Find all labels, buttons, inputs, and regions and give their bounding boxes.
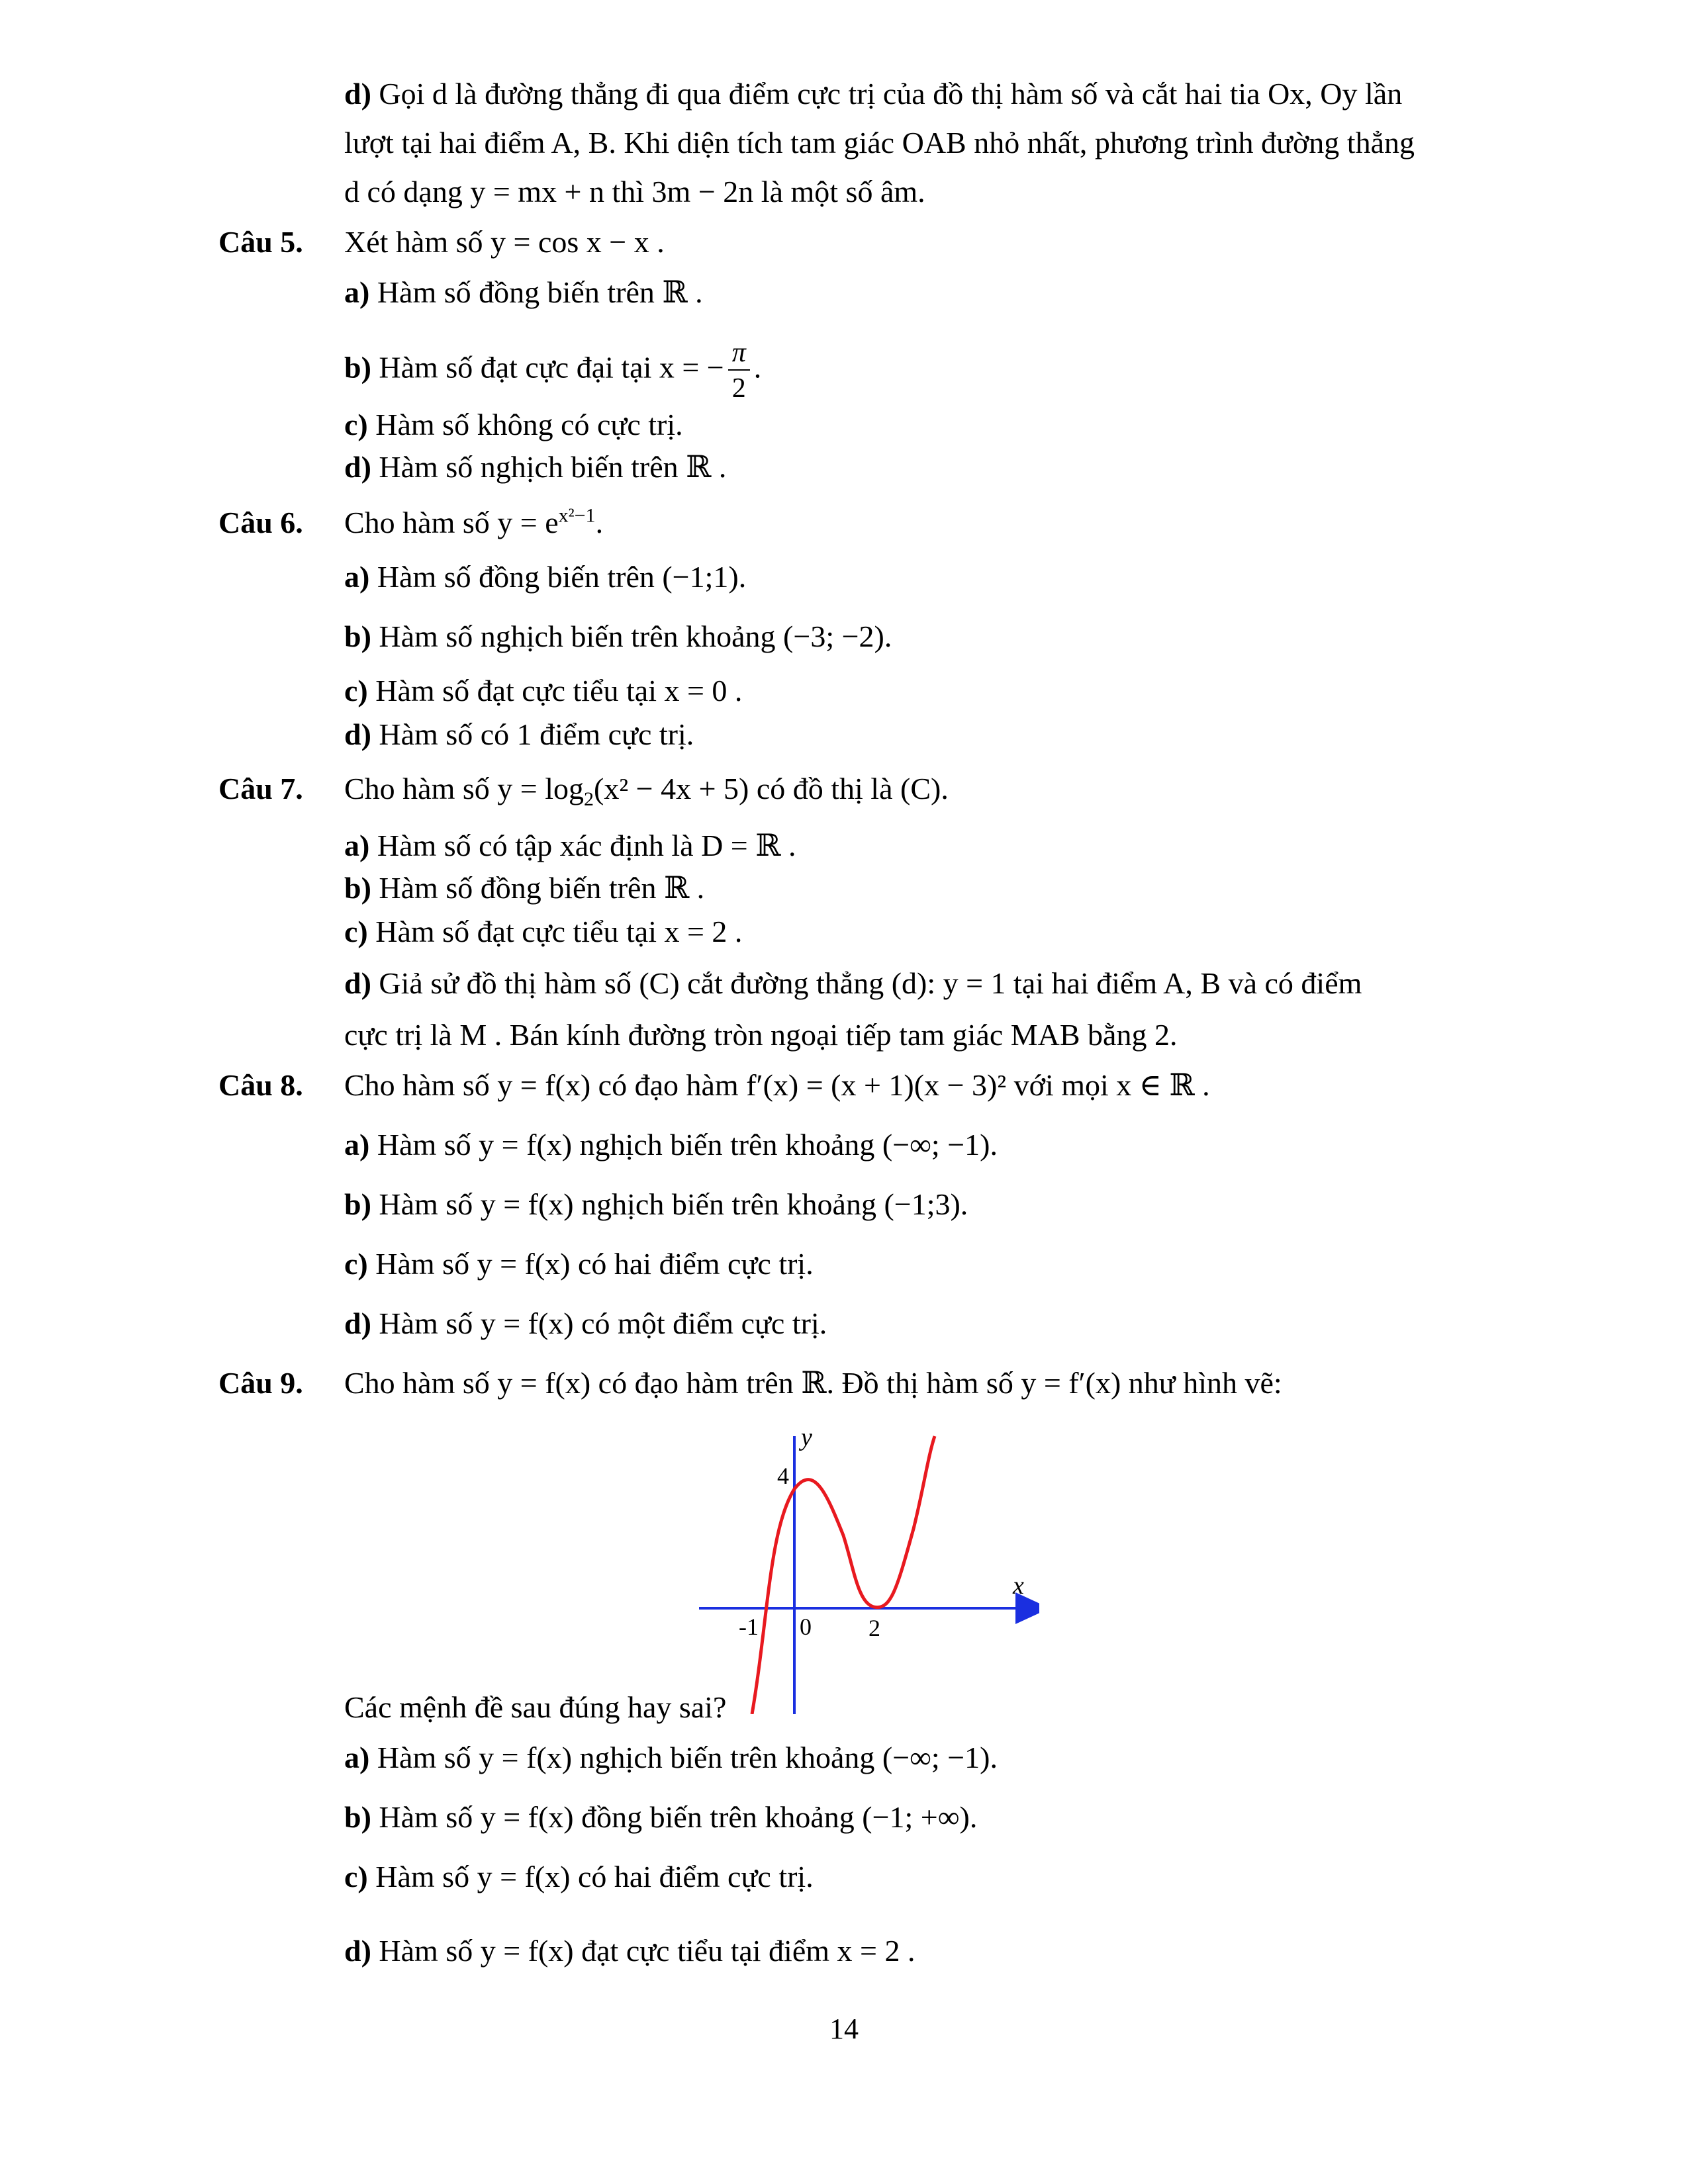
item-text: Cho hàm số y = log: [344, 772, 585, 805]
item-text: Hàm số y = f(x) đồng biến trên khoảng (−1; +∞).: [379, 1800, 978, 1834]
item-label: a): [344, 1128, 370, 1161]
cau5-d: [344, 447, 726, 487]
item-text: Hàm số đồng biến trên ℝ .: [377, 275, 703, 309]
cau7-d-line1: [344, 964, 1362, 1003]
item-label: c): [344, 408, 368, 441]
cau9-d: [344, 1931, 915, 1971]
question-label-9: Câu 9.: [218, 1366, 303, 1400]
item-text: Hàm số nghịch biến trên khoảng (−3; −2).: [379, 619, 892, 653]
item-label: a): [344, 1741, 370, 1774]
question-label-6: Câu 6.: [218, 506, 303, 539]
item-label: d): [344, 966, 371, 1000]
cau6-b: [344, 617, 892, 657]
item-label: a): [344, 829, 370, 862]
question-stem-6: [344, 503, 603, 543]
cau5-b: [344, 339, 761, 402]
item-text: Hàm số có tập xác định là D = ℝ .: [377, 829, 796, 862]
item-text: Hàm số y = f(x) nghịch biến trên khoảng (−∞; −1).: [377, 1128, 998, 1161]
item-label: c): [344, 674, 368, 707]
item-label: d): [344, 1306, 371, 1340]
item-text: Hàm số có 1 điểm cực trị.: [379, 717, 694, 751]
cau8-a: [344, 1125, 998, 1165]
item-text: Hàm số đạt cực đại tại x = −: [379, 350, 724, 385]
cau9-a: [344, 1738, 998, 1778]
cau8-b: [344, 1185, 968, 1224]
item-label: c): [344, 915, 368, 948]
cau6-a: [344, 557, 746, 597]
cau6-d: [344, 715, 694, 754]
cau4-d-line3: d có dạng y = mx + n thì 3m − 2n là một số âm.: [344, 175, 925, 208]
item-text: Hàm số y = f(x) có một điểm cực trị.: [379, 1306, 827, 1340]
derivative-graph: [695, 1423, 1039, 1714]
item-label: b): [344, 871, 371, 905]
cau8-c: [344, 1244, 814, 1284]
item-text: Hàm số đồng biến trên ℝ .: [379, 871, 705, 905]
tick-label-origin: 0: [800, 1614, 812, 1640]
item-text: Hàm số y = f(x) nghịch biến trên khoảng (−1;3).: [379, 1187, 968, 1221]
cau7-d-line2: cực trị là M . Bán kính đường tròn ngoại tiếp tam giác MAB bằng 2.: [344, 1018, 1178, 1052]
cau9-b: [344, 1797, 977, 1837]
fraction-denominator: 2: [731, 373, 746, 404]
fraction-numerator: π: [728, 339, 750, 371]
cau5-a: [344, 273, 703, 312]
x-axis-label: x: [1013, 1572, 1024, 1600]
question-label-8: Câu 8.: [218, 1068, 303, 1102]
subscript: 2: [584, 788, 594, 811]
cau9-c: [344, 1857, 814, 1897]
fraction: [728, 339, 750, 402]
item-label: b): [344, 350, 371, 385]
item-text: Hàm số không có cực trị.: [375, 408, 683, 441]
page-number: 14: [829, 2013, 859, 2045]
item-label: b): [344, 619, 371, 653]
question-label-5: Câu 5.: [218, 225, 303, 259]
item-label: a): [344, 560, 370, 594]
item-text: Gọi d là đường thẳng đi qua điểm cực trị của đồ thị hàm số và cắt hai tia Ox, Oy lần: [379, 77, 1403, 111]
item-label: b): [344, 1800, 371, 1834]
question-label-7: Câu 7.: [218, 772, 303, 805]
y-axis-label: y: [801, 1424, 812, 1451]
cau4-d-line2: lượt tại hai điểm A, B. Khi diện tích tam giác OAB nhỏ nhất, phương trình đường thẳng: [344, 126, 1415, 159]
cau7-b: [344, 868, 704, 908]
question-stem-5: Xét hàm số y = cos x − x .: [344, 225, 665, 259]
item-label: d): [344, 717, 371, 751]
item-text: Giả sử đồ thị hàm số (C) cắt đường thẳng (d): y = 1 tại hai điểm A, B và có điểm: [379, 966, 1362, 1000]
question-stem-7: [344, 769, 949, 809]
item-text-end: .: [595, 506, 604, 539]
cau4-d-line1: [344, 74, 1402, 114]
cau9-question: Các mệnh đề sau đúng hay sai?: [344, 1690, 727, 1724]
item-label: d): [344, 450, 371, 484]
item-text: Cho hàm số y = e: [344, 506, 559, 539]
tick-label-2: 2: [868, 1615, 880, 1641]
item-label: d): [344, 77, 371, 111]
item-label: a): [344, 275, 370, 309]
item-text: Hàm số đạt cực tiểu tại x = 0 .: [375, 674, 743, 707]
question-stem-8: Cho hàm số y = f(x) có đạo hàm f′(x) = (x + 1)(x − 3)² với mọi x ∈ ℝ .: [344, 1068, 1210, 1102]
cau8-d: [344, 1304, 827, 1343]
cau6-c: [344, 671, 742, 711]
question-stem-9: Cho hàm số y = f(x) có đạo hàm trên ℝ. Đồ thị hàm số y = f′(x) như hình vẽ:: [344, 1366, 1282, 1400]
item-text: Hàm số đồng biến trên (−1;1).: [377, 560, 747, 594]
item-text-end: .: [753, 350, 762, 385]
item-text: Hàm số y = f(x) nghịch biến trên khoảng (−∞; −1).: [377, 1741, 998, 1774]
cau7-a: [344, 826, 796, 866]
item-label: b): [344, 1187, 371, 1221]
tick-label-neg1: -1: [739, 1614, 759, 1640]
item-label: c): [344, 1247, 368, 1281]
item-label: c): [344, 1860, 368, 1893]
cau5-c: [344, 405, 683, 445]
cau7-c: [344, 912, 742, 952]
item-text: Hàm số nghịch biến trên ℝ .: [379, 450, 727, 484]
exponent: x²−1: [558, 504, 596, 527]
tick-label-y-4: 4: [777, 1463, 789, 1489]
item-text-end: (x² − 4x + 5) có đồ thị là (C).: [594, 772, 949, 805]
item-label: d): [344, 1934, 371, 1968]
item-text: Hàm số y = f(x) có hai điểm cực trị.: [375, 1860, 814, 1893]
item-text: Hàm số y = f(x) đạt cực tiểu tại điểm x = 2 .: [379, 1934, 915, 1968]
item-text: Hàm số y = f(x) có hai điểm cực trị.: [375, 1247, 814, 1281]
item-text: Hàm số đạt cực tiểu tại x = 2 .: [375, 915, 743, 948]
